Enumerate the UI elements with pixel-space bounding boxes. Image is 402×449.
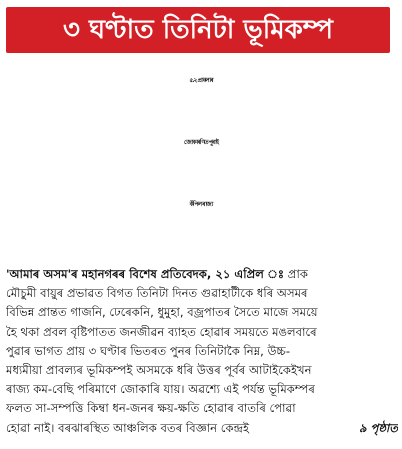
headline-line-3: কঁপিল ৰাজ্য	[189, 201, 213, 208]
headline-line-2: জোকাৰণিত পুৰাই	[183, 139, 219, 146]
article-line: পুৱাৰ ভাগত প্ৰায় ৩ ঘণ্টাৰ ভিতৰত পুনৰ তিনিটাকৈ নিম্ন, উচ্চ-	[6, 343, 291, 358]
article-line	[6, 265, 398, 284]
kicker-banner	[6, 7, 390, 53]
article-line: মধ্যমীয়া প্ৰাবল্যৰ ভূমিকম্পই অসমকে ধৰি উত্তৰ পূৰ্বৰ আটাইকেইখন	[6, 363, 312, 378]
article-line-9-text: হোৱা নাই। বৰঝাৰস্থিত আঞ্চলিক বতৰ বিজ্ঞান কেন্দ্ৰই	[6, 420, 249, 435]
article-line: হৈ থকা প্ৰবল বৃষ্টিপাতত জনজীৱন ব্যাহত হোৱাৰ সময়তে মঙলবাৰে	[6, 324, 317, 339]
article-line	[6, 419, 398, 438]
article-line: মৌচুমী বায়ুৰ প্ৰভাৱত বিগত তিনিটা দিনত গুৱাহাটীকে ধৰি অসমৰ	[6, 286, 308, 301]
kicker-text: ৩ ঘণ্টাত তিনিটা ভূমিকম্প	[63, 15, 333, 45]
article-body	[6, 265, 398, 445]
article-line: ফলত সা-সম্পত্তি কিম্বা ধন-জনৰ ক্ষয়-ক্ষতি হোৱাৰ বাতৰি পোৱা	[6, 401, 296, 416]
article-line-1-rest: প্ৰাক	[287, 267, 308, 281]
continued-on-page: ৯ পৃষ্ঠাত	[358, 420, 398, 435]
article-byline: 'আমাৰ অসম'ৰ মহানগৰৰ বিশেষ প্ৰতিবেদক, ২১ এপ্ৰিল ঃ	[6, 267, 285, 281]
headline-line-1: ৫.২ প্ৰাবল্যৰ	[189, 77, 213, 84]
article-line: ৰাজ্য কম-বেছি পৰিমাণে জোকাৰি যায়। অৱশ্যে এই পৰ্যন্ত ভূমিকম্পৰ	[6, 382, 315, 397]
article-line: বিভিন্ন প্ৰান্তত গাজনি, ঢেৰেকনি, ধুমুহা, বজ্ৰপাতৰ সৈতে মাজে সময়ে	[6, 305, 318, 320]
